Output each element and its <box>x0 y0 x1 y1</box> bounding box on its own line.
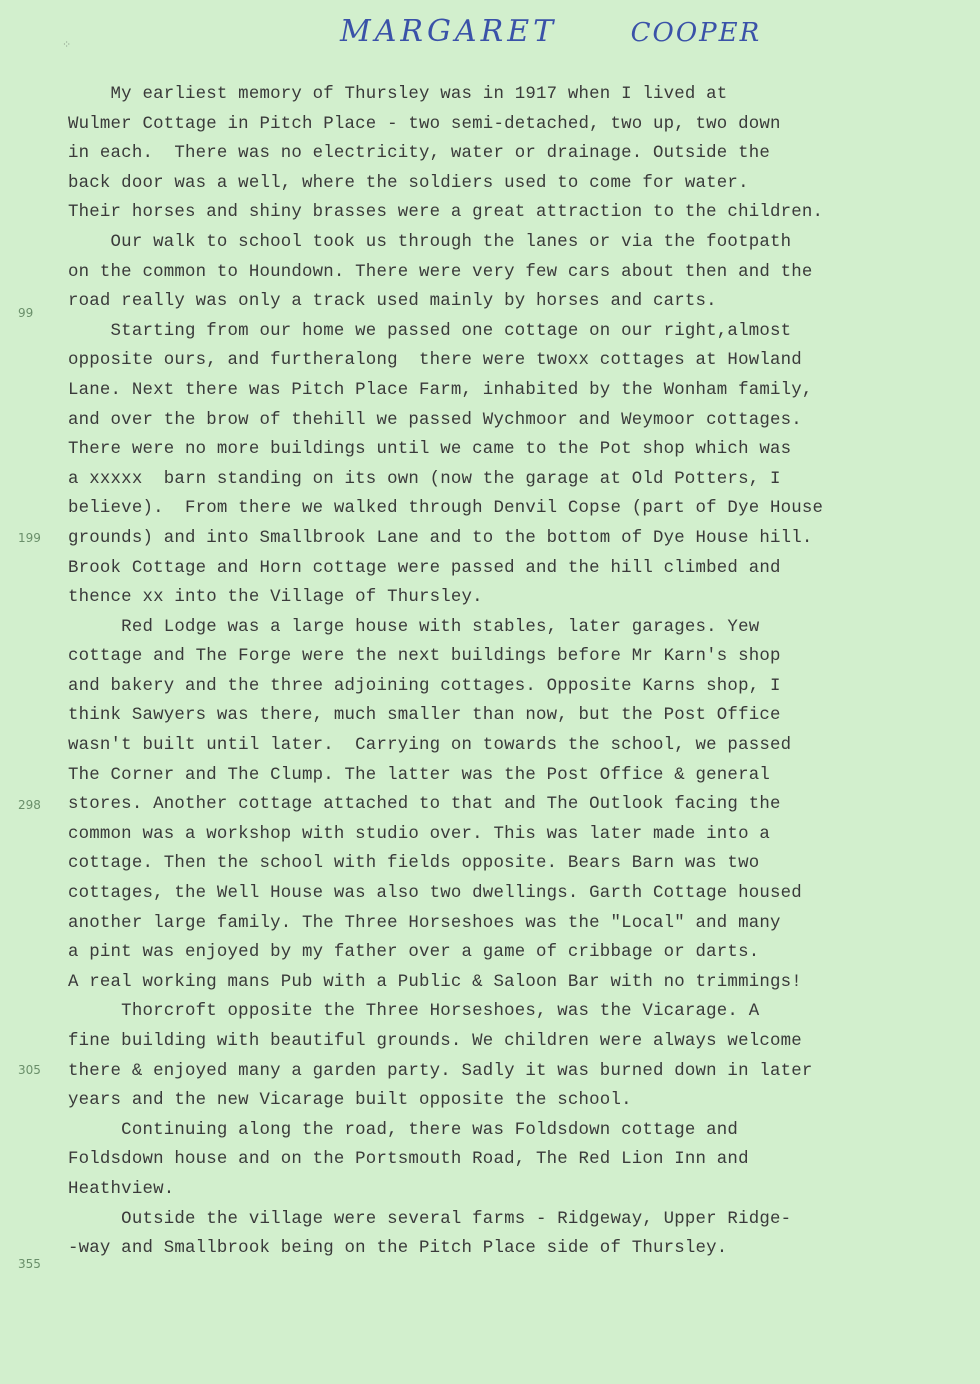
text-line: stores. Another cottage attached to that and The Outlook facing the <box>68 795 781 815</box>
text-line: opposite ours, and furtheralong there were twoxx cottages at Howland <box>68 351 802 371</box>
text-line: common was a workshop with studio over. This was later made into a <box>68 824 770 844</box>
text-line: -way and Smallbrook being on the Pitch Place side of Thursley. <box>68 1239 728 1259</box>
text-line: Their horses and shiny brasses were a great attraction to the children. <box>68 203 824 223</box>
text-line: Wulmer Cottage in Pitch Place - two semi-detached, two up, two down <box>68 114 781 134</box>
text-line: A real working mans Pub with a Public & Saloon Bar with no trimmings! <box>68 972 802 992</box>
last-name: COOPER <box>630 18 762 48</box>
text-line: years and the new Vicarage built opposite the school. <box>68 1091 632 1111</box>
text-line: there & enjoyed many a garden party. Sadly it was burned down in later <box>68 1061 813 1081</box>
text-line: road really was only a track used mainly by horses and carts. <box>68 292 717 312</box>
text-line: Foldsdown house and on the Portsmouth Road, The Red Lion Inn and <box>68 1150 749 1170</box>
margin-line-count: 305 <box>18 1063 41 1077</box>
handwritten-name-heading <box>340 14 760 49</box>
text-line: and bakery and the three adjoining cottages. Opposite Karns shop, I <box>68 676 781 696</box>
text-line: believe). From there we walked through Denvil Copse (part of Dye House <box>68 499 824 519</box>
margin-line-count: 99 <box>18 306 34 320</box>
first-name: MARGARET <box>340 14 558 49</box>
text-line: Brook Cottage and Horn cottage were passed and the hill climbed and <box>68 558 781 578</box>
text-line: Heathview. <box>68 1179 175 1199</box>
text-line: Continuing along the road, there was Foldsdown cottage and <box>68 1120 739 1140</box>
text-line: There were no more buildings until we came to the Pot shop which was <box>68 440 792 460</box>
text-line: thence xx into the Village of Thursley. <box>68 588 483 608</box>
text-line: cottage and The Forge were the next buildings before Mr Karn's shop <box>68 647 781 667</box>
corner-mark-icon: ⁘ <box>62 38 72 51</box>
text-line: in each. There was no electricity, water or drainage. Outside the <box>68 144 770 164</box>
text-line: back door was a well, where the soldiers used to come for water. <box>68 173 749 193</box>
text-line: think Sawyers was there, much smaller than now, but the Post Office <box>68 706 781 726</box>
text-line: Starting from our home we passed one cottage on our right,almost <box>68 321 792 341</box>
text-line: wasn't built until later. Carrying on towards the school, we passed <box>68 736 792 756</box>
text-line: and over the brow of thehill we passed Wychmoor and Weymoor cottages. <box>68 410 802 430</box>
margin-line-count: 298 <box>18 798 41 812</box>
text-line: Outside the village were several farms - Ridgeway, Upper Ridge- <box>68 1209 792 1229</box>
text-line: fine building with beautiful grounds. We children were always welcome <box>68 1032 802 1051</box>
margin-line-count: 199 <box>18 531 41 545</box>
text-line: cottage. Then the school with fields opposite. Bears Barn was two <box>68 854 760 874</box>
text-line: grounds) and into Smallbrook Lane and to the bottom of Dye House hill. <box>68 528 813 548</box>
text-line: Lane. Next there was Pitch Place Farm, inhabited by the Wonham family, <box>68 380 813 400</box>
margin-line-count: 355 <box>18 1257 41 1271</box>
text-line: Thorcroft opposite the Three Horseshoes, was the Vicarage. A <box>68 1002 760 1022</box>
text-line: a pint was enjoyed by my father over a game of cribbage or darts. <box>68 943 760 963</box>
text-line: another large family. The Three Horseshoes was the "Local" and many <box>68 913 781 933</box>
text-line: My earliest memory of Thursley was in 1917 when I lived at <box>68 85 728 104</box>
text-line: on the common to Houndown. There were very few cars about then and the <box>68 262 813 282</box>
text-line: a xxxxx barn standing on its own (now the garage at Old Potters, I <box>68 469 781 489</box>
text-line: Our walk to school took us through the lanes or via the footpath <box>68 232 792 252</box>
text-line: Red Lodge was a large house with stables, later garages. Yew <box>68 617 760 637</box>
text-line: cottages, the Well House was also two dwellings. Garth Cottage housed <box>68 884 802 904</box>
typed-body-text <box>68 80 948 1264</box>
text-line: The Corner and The Clump. The latter was the Post Office & general <box>68 765 770 785</box>
